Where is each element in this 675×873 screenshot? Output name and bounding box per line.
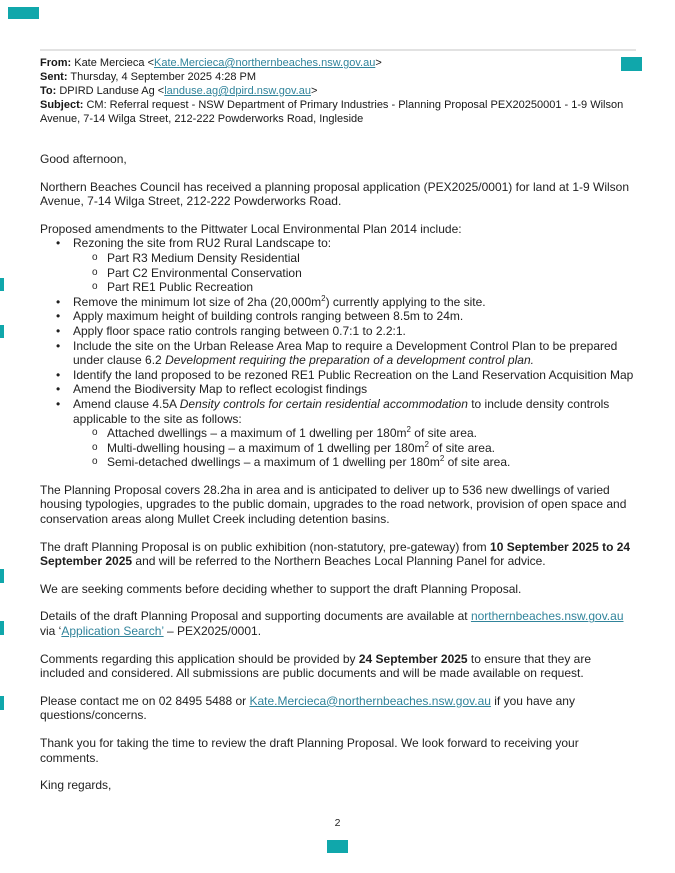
bullet-icon: o: [92, 427, 98, 439]
application-search-link[interactable]: Application Search’: [61, 624, 164, 639]
text-segment: Development requiring the preparation of a development control plan.: [165, 353, 534, 368]
paragraph: [40, 222, 636, 237]
annotation-marker: [0, 325, 4, 338]
paragraph: [40, 736, 636, 765]
paragraph: [40, 582, 636, 597]
bullet-icon: o: [92, 281, 98, 293]
header-divider: [40, 49, 636, 51]
bullet-icon: o: [92, 441, 98, 453]
bullet-icon: •: [56, 294, 61, 309]
text-segment: DPIRD Landuse Ag <: [56, 85, 165, 97]
text-segment: of site area.: [428, 440, 495, 455]
annotation-marker: [327, 840, 348, 853]
text-segment: King regards,: [40, 778, 112, 793]
bullet-icon: o: [92, 456, 98, 468]
council-website-link[interactable]: northernbeaches.nsw.gov.au: [470, 609, 624, 624]
text-segment: Multi-dwelling housing – a maximum of 1 dwelling per 180m: [107, 440, 425, 455]
header-field-label: Sent:: [40, 71, 68, 83]
bullet-icon: o: [92, 266, 98, 278]
text-segment: Identify the land proposed to be rezoned RE1 Public Recreation on the Land Reservation Acquisition Map: [73, 367, 634, 382]
list-item-level-1: [40, 295, 636, 310]
text-segment: 10 September 2025 to 24 September 2025: [40, 539, 631, 569]
text-segment: Details of the draft Planning Proposal and supporting documents are available at: [40, 609, 471, 624]
text-segment: Semi-detached dwellings – a maximum of 1 dwelling per 180m: [107, 455, 440, 470]
email-document: [40, 49, 636, 793]
text-segment: CM: Referral request - NSW Department of Primary Industries - Planning Proposal PEX20250001 - 1-9 Wilson Avenue, 7-14 Wilga Street, 212-222 Powderworks Road, Ingleside: [40, 99, 624, 125]
email-body: [40, 152, 636, 793]
from-email-link[interactable]: Kate.Mercieca@northernbeaches.nsw.gov.au: [154, 57, 376, 69]
list-item-level-1: [40, 382, 636, 397]
paragraph: [40, 652, 636, 681]
text-segment: to include density controls applicable to the site as follows:: [73, 396, 610, 426]
text-segment: The draft Planning Proposal is on public exhibition (non-statutory, pre-gateway) from: [40, 539, 491, 554]
header-field-label: To:: [40, 85, 57, 97]
paragraph: [40, 180, 636, 209]
paragraph: [40, 152, 636, 167]
annotation-marker: [0, 569, 4, 583]
bullet-icon: •: [56, 367, 61, 382]
list-item-level-2: [40, 455, 636, 470]
header-field-to: [40, 84, 636, 98]
text-segment: Thursday, 4 September 2025 4:28 PM: [67, 71, 257, 83]
list-item-level-2: [40, 266, 636, 281]
header-field-label: Subject:: [40, 99, 84, 111]
text-segment: We are seeking comments before deciding whether to support the draft Planning Proposal.: [40, 581, 522, 596]
text-segment: ) currently applying to the site.: [325, 294, 486, 309]
text-segment: Part C2 Environmental Conservation: [107, 265, 302, 280]
text-segment: Part RE1 Public Recreation: [107, 280, 254, 295]
superscript: 2: [321, 293, 326, 303]
superscript: 2: [406, 425, 411, 435]
bullet-icon: •: [56, 323, 61, 338]
email-header: [40, 56, 636, 126]
annotation-marker: [0, 278, 4, 291]
contact-email-link[interactable]: Kate.Mercieca@northernbeaches.nsw.gov.au: [249, 693, 491, 708]
text-segment: Kate Mercieca <: [71, 57, 155, 69]
list-item-level-1: [40, 397, 636, 426]
text-segment: >: [375, 57, 382, 69]
superscript: 2: [439, 454, 445, 464]
text-segment: Comments regarding this application should be provided by: [40, 651, 359, 666]
text-segment: if you have any questions/concerns.: [40, 693, 575, 723]
text-segment: Please contact me on 02 8495 5488 or: [40, 693, 250, 708]
text-segment: Apply maximum height of building controls ranging between 8.5m to 24m.: [73, 309, 464, 324]
text-segment: Good afternoon,: [40, 152, 127, 166]
list-item-level-1: [40, 324, 636, 339]
bullet-icon: •: [56, 338, 61, 353]
annotation-marker: [0, 621, 4, 635]
text-segment: Northern Beaches Council has received a planning proposal application (PEX2025/0001) for land at 1-9 Wilson Avenue, 7-14 Wilga Street, 212-222 Powderworks Road.: [40, 179, 630, 209]
paragraph: [40, 609, 636, 638]
page-number: 2: [334, 817, 341, 829]
list-item-level-1: [40, 368, 636, 383]
text-segment: The Planning Proposal covers 28.2ha in area and is anticipated to deliver up to 536 new dwellings of varied housing typologies, upgrades to the public domain, upgrades to the road network, provision of open space and conservation areas along Mullet Creek including detention basins.: [40, 482, 627, 527]
superscript: 2: [424, 439, 429, 449]
text-segment: Apply floor space ratio controls ranging between 0.7:1 to 2.2:1.: [73, 323, 406, 338]
bullet-icon: •: [56, 236, 61, 251]
list-item-level-1: [40, 309, 636, 324]
list-item-level-2: [40, 280, 636, 295]
text-segment: Include the site on the Urban Release Area Map to require a Development Control Plan to be prepared under clause 6.2: [73, 338, 618, 368]
text-segment: Proposed amendments to the Pittwater Local Environmental Plan 2014 include:: [40, 221, 462, 236]
bullet-icon: o: [92, 251, 98, 263]
text-segment: Thank you for taking the time to review the draft Planning Proposal. We look forward to receiving your comments.: [40, 736, 579, 765]
text-segment: Amend clause 4.5A: [73, 396, 180, 411]
list-item-level-1: [40, 339, 636, 368]
bullet-icon: •: [56, 382, 61, 397]
paragraph: [40, 483, 636, 527]
header-field-label: From:: [40, 57, 72, 69]
text-segment: Attached dwellings – a maximum of 1 dwelling per 180m: [107, 426, 407, 441]
paragraph: [40, 694, 636, 723]
bullet-icon: •: [56, 309, 61, 324]
to-email-link[interactable]: landuse.ag@dpird.nsw.gov.au: [164, 85, 311, 97]
list-item-level-1: [40, 236, 636, 251]
text-segment: of site area.: [444, 455, 511, 470]
text-segment: Part R3 Medium Density Residential: [107, 250, 300, 265]
annotation-marker: [0, 696, 4, 710]
paragraph: [40, 540, 636, 569]
paragraph: [40, 778, 636, 793]
text-segment: – PEX2025/0001.: [163, 624, 262, 639]
text-segment: to ensure that they are included and considered. All submissions are public documents and will be made available on request.: [40, 651, 592, 681]
text-segment: >: [310, 85, 318, 97]
text-segment: and will be referred to the Northern Beaches Local Planning Panel for advice.: [132, 554, 546, 569]
annotation-marker: [8, 7, 39, 19]
text-segment: Amend the Biodiversity Map to reflect ecologist findings: [73, 382, 368, 397]
text-segment: Remove the minimum lot size of 2ha (20,000m: [73, 294, 322, 309]
text-segment: 24 September 2025: [358, 651, 468, 666]
text-segment: Density controls for certain residential accommodation: [179, 396, 468, 411]
header-field-sent: [40, 70, 636, 84]
text-segment: via ‘: [40, 624, 62, 639]
list-item-level-2: [40, 426, 636, 441]
header-field-subject: [40, 98, 636, 126]
text-segment: Rezoning the site from RU2 Rural Landscape to:: [73, 236, 332, 251]
list-item-level-2: [40, 251, 636, 266]
list-item-level-2: [40, 441, 636, 456]
header-field-from: [40, 56, 636, 70]
bullet-icon: •: [56, 396, 61, 411]
text-segment: of site area.: [410, 426, 477, 441]
